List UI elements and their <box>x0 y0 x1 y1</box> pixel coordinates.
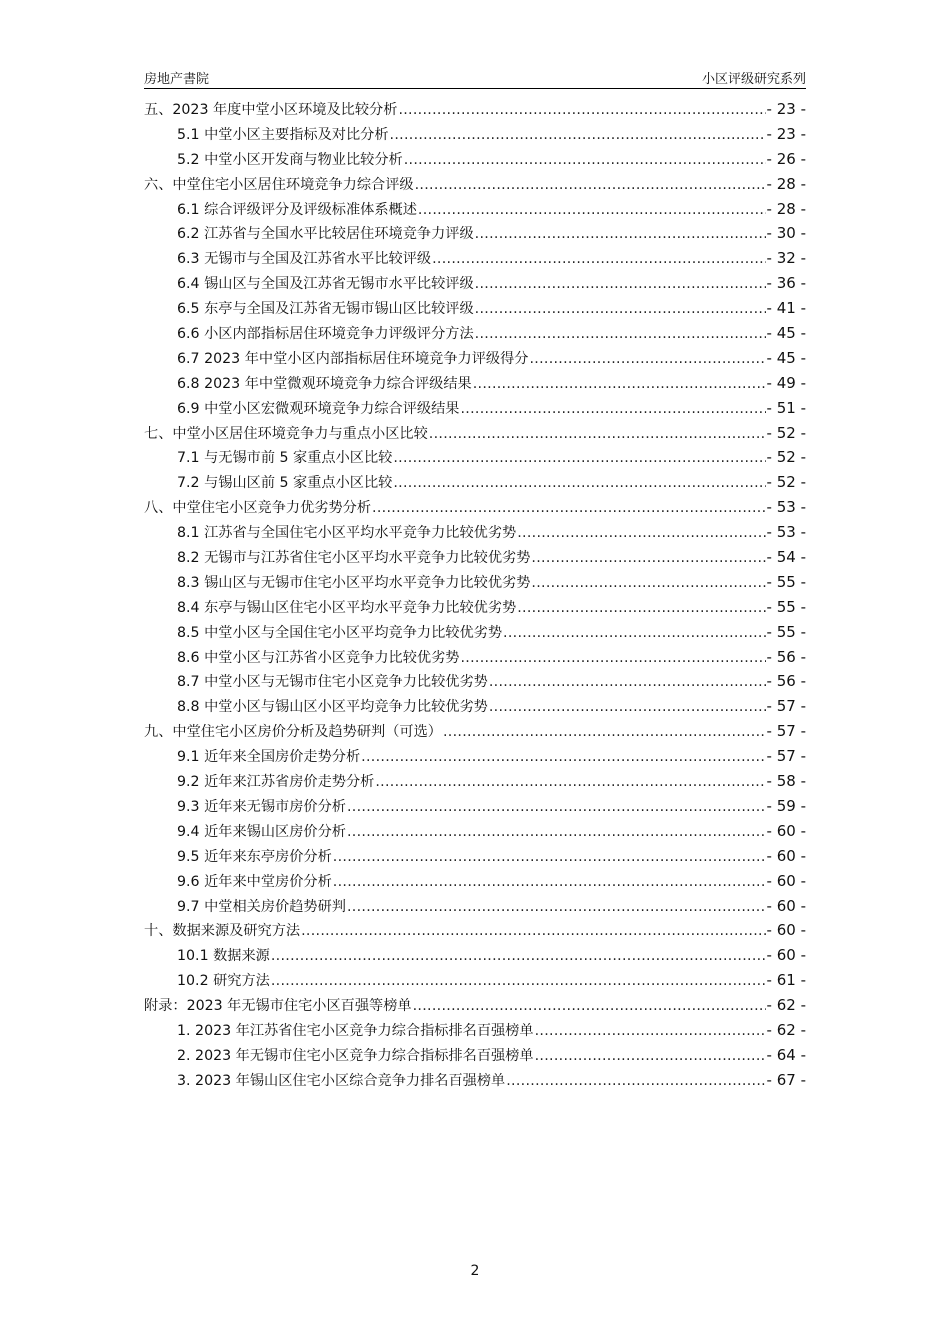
toc-dot-leader <box>393 450 765 466</box>
toc-entry-title[interactable]: 9.6 近年来中堂房价分析 <box>177 873 332 890</box>
toc-section-entry[interactable] <box>144 522 806 547</box>
toc-section-entry[interactable] <box>144 746 806 771</box>
toc-section-entry[interactable] <box>144 223 806 248</box>
toc-dot-leader <box>503 625 766 641</box>
toc-entry-page[interactable]: - 60 - <box>766 821 806 840</box>
toc-section-entry[interactable] <box>144 896 806 921</box>
toc-entry-title[interactable]: 8.4 东亭与锡山区住宅小区平均水平竞争力比较优劣势 <box>177 599 517 616</box>
toc-section-entry[interactable] <box>144 622 806 647</box>
toc-entry-title[interactable]: 9.7 中堂相关房价趋势研判 <box>177 898 346 915</box>
toc-entry-title[interactable]: 6.7 2023 年中堂小区内部指标居住环境竞争力评级得分 <box>177 350 529 367</box>
toc-entry-title[interactable]: 8.5 中堂小区与全国住宅小区平均竞争力比较优劣势 <box>177 624 503 641</box>
toc-section-entry[interactable] <box>144 1070 806 1095</box>
toc-section-entry[interactable] <box>144 124 806 149</box>
toc-section-entry[interactable] <box>144 696 806 721</box>
toc-section-entry[interactable] <box>144 771 806 796</box>
toc-entry-page[interactable]: - 60 - <box>766 846 806 865</box>
toc-section-entry[interactable] <box>144 472 806 497</box>
toc-section-entry[interactable] <box>144 970 806 995</box>
toc-section-entry[interactable] <box>144 298 806 323</box>
toc-entry-title[interactable]: 六、中堂住宅小区居住环境竞争力综合评级 <box>144 176 414 193</box>
toc-entry-title[interactable]: 附录：2023 年无锡市住宅小区百强等榜单 <box>144 998 412 1015</box>
toc-entry-page[interactable]: - 62 - <box>766 1020 806 1039</box>
toc-entry-page[interactable]: - 52 - <box>766 448 806 467</box>
toc-entry-title[interactable]: 2. 2023 年无锡市住宅小区竞争力综合指标排名百强榜单 <box>177 1047 534 1064</box>
toc-entry-page[interactable]: - 30 - <box>766 224 806 243</box>
toc-section-entry[interactable] <box>144 572 806 597</box>
toc-entry-page[interactable]: - 55 - <box>766 622 806 641</box>
toc-section-entry[interactable] <box>144 597 806 622</box>
toc-dot-leader <box>398 102 765 118</box>
toc-dot-leader <box>361 749 765 765</box>
toc-dot-leader <box>404 152 766 168</box>
toc-dot-leader <box>535 1048 766 1064</box>
toc-entry-page[interactable]: - 55 - <box>766 572 806 591</box>
toc-dot-leader <box>372 500 766 516</box>
toc-entry-title[interactable]: 8.2 无锡市与江苏省住宅小区平均水平竞争力比较优劣势 <box>177 550 531 567</box>
toc-dot-leader <box>531 550 765 566</box>
toc-dot-leader <box>347 824 766 840</box>
toc-entry-title[interactable]: 6.1 综合评级评分及评级标准体系概述 <box>177 201 417 218</box>
toc-entry-page[interactable]: - 49 - <box>766 373 806 392</box>
toc-entry-title[interactable]: 8.6 中堂小区与江苏省小区竞争力比较优劣势 <box>177 649 460 666</box>
toc-entry-page[interactable]: - 23 - <box>766 100 806 118</box>
toc-entry-page[interactable]: - 61 - <box>766 971 806 990</box>
toc-dot-leader <box>415 177 766 193</box>
toc-dot-leader <box>390 127 766 143</box>
toc-entry-page[interactable]: - 26 - <box>766 149 806 168</box>
toc-entry-page[interactable]: - 60 - <box>766 896 806 915</box>
toc-section-entry[interactable] <box>144 671 806 696</box>
toc-entry-page[interactable]: - 57 - <box>766 697 806 716</box>
toc-section-entry[interactable] <box>144 796 806 821</box>
toc-entry-page[interactable]: - 52 - <box>766 423 806 442</box>
toc-entry-title[interactable]: 9.4 近年来锡山区房价分析 <box>177 823 346 840</box>
toc-dot-leader <box>432 251 765 267</box>
toc-entry-page[interactable]: - 45 - <box>766 324 806 343</box>
toc-section-entry[interactable] <box>144 945 806 970</box>
toc-entry-page[interactable]: - 54 - <box>766 548 806 567</box>
toc-dot-leader <box>429 426 766 442</box>
toc-entry-page[interactable]: - 64 - <box>766 1045 806 1064</box>
toc-dot-leader <box>271 973 766 989</box>
toc-entry-page[interactable]: - 62 - <box>766 996 806 1015</box>
toc-dot-leader <box>333 849 766 865</box>
toc-entry-title[interactable]: 6.2 江苏省与全国水平比较居住环境竞争力评级 <box>177 226 474 243</box>
toc-entry-page[interactable]: - 67 - <box>766 1070 806 1089</box>
toc-dot-leader <box>517 600 765 616</box>
toc-entry-title[interactable]: 5.2 中堂小区开发商与物业比较分析 <box>177 151 403 168</box>
toc-entry-title[interactable]: 9.2 近年来江苏省房价走势分析 <box>177 774 375 791</box>
toc-entry-page[interactable]: - 52 - <box>766 473 806 492</box>
toc-section-entry[interactable] <box>144 348 806 373</box>
toc-section-entry[interactable] <box>144 248 806 273</box>
toc-entry-page[interactable]: - 32 - <box>766 249 806 268</box>
toc-section-entry[interactable] <box>144 273 806 298</box>
toc-section-entry[interactable] <box>144 1020 806 1045</box>
toc-dot-leader <box>517 525 765 541</box>
toc-entry-page[interactable]: - 60 - <box>766 921 806 940</box>
toc-entry-page[interactable]: - 56 - <box>766 672 806 691</box>
page-header <box>144 68 806 89</box>
toc-section-entry[interactable] <box>144 871 806 896</box>
toc-dot-leader <box>473 376 766 392</box>
toc-section-entry[interactable] <box>144 1045 806 1070</box>
toc-chapter-entry[interactable] <box>144 721 806 746</box>
toc-chapter-entry[interactable] <box>144 423 806 448</box>
toc-entry-title[interactable]: 6.4 锡山区与全国及江苏省无锡市水平比较评级 <box>177 276 474 293</box>
toc-entry-title[interactable]: 5.1 中堂小区主要指标及对比分析 <box>177 126 389 143</box>
toc-section-entry[interactable] <box>144 447 806 472</box>
toc-entry-title[interactable]: 9.1 近年来全国房价走势分析 <box>177 749 361 766</box>
toc-chapter-entry[interactable] <box>144 995 806 1020</box>
toc-section-entry[interactable] <box>144 846 806 871</box>
toc-dot-leader <box>333 874 766 890</box>
header-publisher: 房地产書院 <box>144 72 210 87</box>
toc-entry-title[interactable]: 九、中堂住宅小区房价分析及趋势研判（可选） <box>144 724 442 741</box>
toc-entry-page[interactable]: - 60 - <box>766 871 806 890</box>
toc-entry-title[interactable]: 1. 2023 年江苏省住宅小区竞争力综合指标排名百强榜单 <box>177 1022 534 1039</box>
toc-entry-page[interactable]: - 57 - <box>766 722 806 741</box>
toc-entry-title[interactable]: 十、数据来源及研究方法 <box>144 923 301 940</box>
toc-section-entry[interactable] <box>144 821 806 846</box>
toc-section-entry[interactable] <box>144 149 806 174</box>
toc-entry-page[interactable]: - 58 - <box>766 772 806 791</box>
header-series-title: 小区评级研究系列 <box>701 72 806 87</box>
toc-dot-leader <box>418 202 766 218</box>
toc-section-entry[interactable] <box>144 398 806 423</box>
toc-dot-leader <box>531 575 765 591</box>
toc-dot-leader <box>347 799 766 815</box>
toc-entry-title[interactable]: 8.1 江苏省与全国住宅小区平均水平竞争力比较优劣势 <box>177 525 517 542</box>
toc-entry-page[interactable]: - 41 - <box>766 299 806 318</box>
toc-entry-page[interactable]: - 45 - <box>766 348 806 367</box>
toc-dot-leader <box>271 948 766 964</box>
toc-chapter-entry[interactable] <box>144 174 806 199</box>
toc-entry-page[interactable]: - 28 - <box>766 199 806 218</box>
toc-entry-page[interactable]: - 28 - <box>766 174 806 193</box>
toc-entry-page[interactable]: - 59 - <box>766 796 806 815</box>
toc-dot-leader <box>489 674 766 690</box>
toc-entry-title[interactable]: 9.3 近年来无锡市房价分析 <box>177 798 346 815</box>
toc-entry-page[interactable]: - 53 - <box>766 523 806 542</box>
toc-dot-leader <box>475 276 766 292</box>
page-number: 2 <box>470 1263 480 1279</box>
toc-dot-leader <box>475 226 766 242</box>
toc-entry-title[interactable]: 7.1 与无锡市前 5 家重点小区比较 <box>177 450 393 467</box>
toc-entry-page[interactable]: - 53 - <box>766 498 806 517</box>
toc-section-entry[interactable] <box>144 547 806 572</box>
toc-entry-title[interactable]: 6.6 小区内部指标居住环境竞争力评级评分方法 <box>177 326 474 343</box>
toc-dot-leader <box>475 326 766 342</box>
toc-entry-title[interactable]: 8.8 中堂小区与锡山区小区平均竞争力比较优劣势 <box>177 699 488 716</box>
toc-dot-leader <box>443 724 766 740</box>
toc-entry-title[interactable]: 10.1 数据来源 <box>177 948 270 965</box>
toc-section-entry[interactable] <box>144 199 806 224</box>
toc-entry-page[interactable]: - 55 - <box>766 597 806 616</box>
toc-section-entry[interactable] <box>144 647 806 672</box>
toc-dot-leader <box>375 774 765 790</box>
toc-entry-title[interactable]: 6.5 东亭与全国及江苏省无锡市锡山区比较评级 <box>177 301 474 318</box>
toc-dot-leader <box>529 351 765 367</box>
toc-dot-leader <box>347 899 766 915</box>
toc-entry-title[interactable]: 八、中堂住宅小区竞争力优劣势分析 <box>144 500 372 517</box>
toc-dot-leader <box>460 650 765 666</box>
toc-entry-title[interactable]: 七、中堂小区居住环境竞争力与重点小区比较 <box>144 425 428 442</box>
toc-entry-page[interactable]: - 57 - <box>766 747 806 766</box>
toc-dot-leader <box>413 998 766 1014</box>
toc-entry-title[interactable]: 7.2 与锡山区前 5 家重点小区比较 <box>177 475 393 492</box>
table-of-contents <box>144 99 806 1095</box>
toc-entry-title[interactable]: 8.3 锡山区与无锡市住宅小区平均水平竞争力比较优劣势 <box>177 574 531 591</box>
toc-entry-page[interactable]: - 36 - <box>766 274 806 293</box>
toc-dot-leader <box>393 475 765 491</box>
toc-chapter-entry[interactable] <box>144 920 806 945</box>
toc-entry-page[interactable]: - 56 - <box>766 647 806 666</box>
toc-entry-title[interactable]: 6.9 中堂小区宏微观环境竞争力综合评级结果 <box>177 400 460 417</box>
toc-entry-title[interactable]: 10.2 研究方法 <box>177 973 270 990</box>
toc-entry-page[interactable]: - 23 - <box>766 124 806 143</box>
toc-entry-title[interactable]: 8.7 中堂小区与无锡市住宅小区竞争力比较优劣势 <box>177 674 488 691</box>
toc-dot-leader <box>475 301 766 317</box>
toc-dot-leader <box>489 699 766 715</box>
toc-dot-leader <box>506 1073 765 1089</box>
toc-entry-title[interactable]: 五、2023 年度中堂小区环境及比较分析 <box>144 102 398 118</box>
toc-entry-title[interactable]: 6.3 无锡市与全国及江苏省水平比较评级 <box>177 251 432 268</box>
toc-dot-leader <box>535 1023 766 1039</box>
toc-entry-title[interactable]: 3. 2023 年锡山区住宅小区综合竞争力排名百强榜单 <box>177 1072 506 1089</box>
toc-chapter-entry[interactable] <box>144 497 806 522</box>
toc-dot-leader <box>460 401 765 417</box>
toc-entry-page[interactable]: - 51 - <box>766 398 806 417</box>
toc-chapter-entry[interactable] <box>144 99 806 124</box>
toc-section-entry[interactable] <box>144 373 806 398</box>
toc-entry-page[interactable]: - 60 - <box>766 946 806 965</box>
toc-dot-leader <box>301 923 765 939</box>
toc-entry-title[interactable]: 9.5 近年来东亭房价分析 <box>177 848 332 865</box>
toc-entry-title[interactable]: 6.8 2023 年中堂微观环境竞争力综合评级结果 <box>177 375 472 392</box>
toc-section-entry[interactable] <box>144 323 806 348</box>
